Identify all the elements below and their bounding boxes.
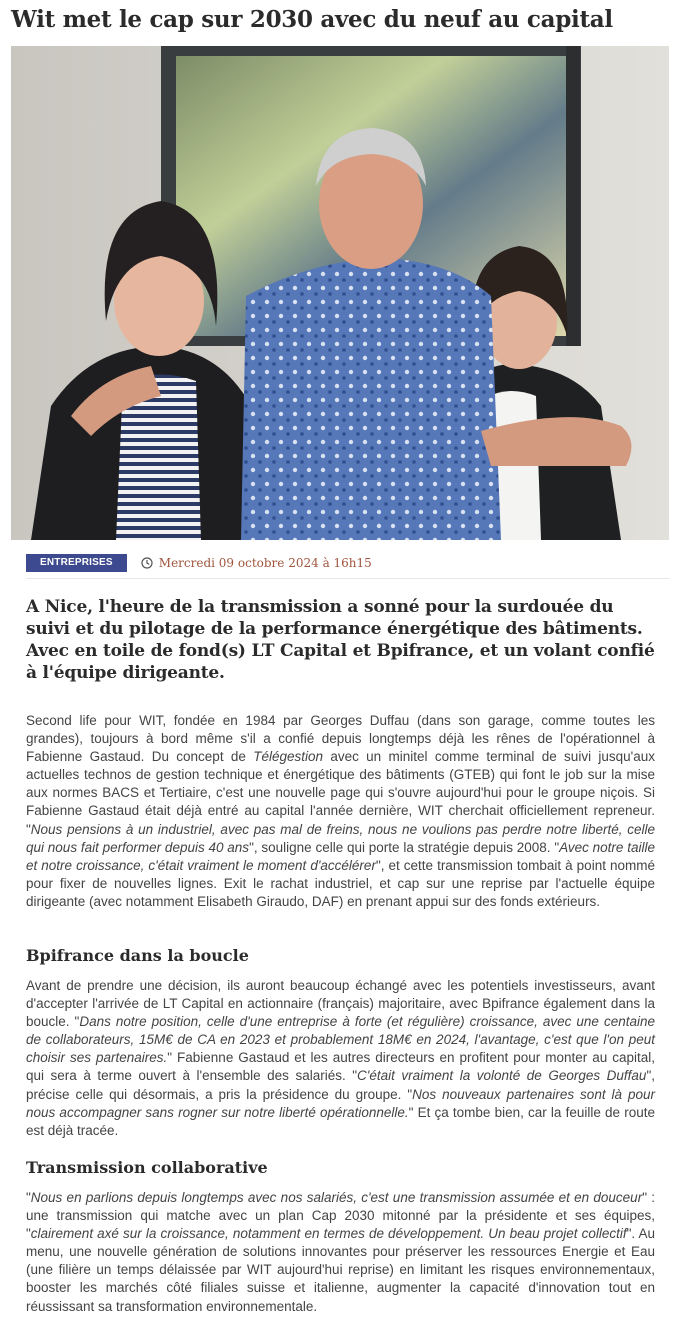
publish-date: Mercredi 09 octobre 2024 à 16h15	[158, 556, 372, 570]
text: ", souligne celle qui porte la stratégie depuis 2008. "	[249, 839, 560, 855]
section-heading-transmission: Transmission collaborative	[26, 1158, 268, 1177]
category-badge[interactable]: ENTREPRISES	[26, 554, 127, 572]
clock-icon	[141, 557, 153, 569]
text: " Fabienne Gastaud et les autres directeurs en profitent pour monter au capital, qui sera à terme ouvert à l'ensemble des salariés. "	[26, 1050, 656, 1084]
article-photo	[11, 46, 669, 540]
article-meta	[26, 554, 372, 572]
quote-text: C'était vraiment la volonté de Georges Duffau	[357, 1068, 647, 1084]
section-heading-bpifrance: Bpifrance dans la boucle	[26, 946, 249, 965]
quote-text: Nous pensions à un industriel, avec pas mal de freins, nous ne voulions pas perdre notre liberté, celle qui nous fait performer depuis 40 ans	[26, 821, 655, 855]
quote-text: Avec notre taille et notre croissance, c'était vraiment le moment d'accélérer	[26, 839, 655, 873]
paragraph-3	[26, 1189, 655, 1316]
quote-text: Dans notre position, celle d'une entreprise à forte (et régulière) croissance, avec une centaine de collaborateurs, 15M€ de CA en 2023 et probablement 18M€ en 2024, l'avantage, c'est que l'on peut choisir ses partenaires.	[26, 1014, 655, 1066]
text: Avant de prendre une décision, ils auront beaucoup échangé avec les potentiels investisseurs, avant d'accepter l'arrivée de LT Capital en actionnaire (français) majoritaire, avec Bpifrance également dans la boucle. "	[26, 978, 655, 1030]
photo-illustration	[11, 46, 669, 540]
text: " Et ça tombe bien, car la feuille de route est déjà tracée.	[26, 1104, 655, 1138]
text: " : une transmission qui matche avec un plan Cap 2030 mitonné par la présidente et ses équipes, "	[26, 1190, 655, 1242]
text: ", précise celle qui désormais, a pris la présidence du groupe. "	[26, 1068, 655, 1102]
text: avec un minitel comme terminal de suivi jusqu'aux actuelles technos de gestion technique et énergétique des bâtiments (GTEB) qui font le job sur la mise aux normes BACS et Tertiaire, c'est une nouvelle page qui s'ouvre aujourd'hui pour le groupe niçois. Si Fabienne Gastaud était déjà entré au capital l'année dernière, WIT cherchait officiellement repreneur. "	[26, 749, 655, 837]
text: Second life pour WIT, fondée en 1984 par Georges Duffau (dans son garage, comme toutes les grandes), toujours à bord même s'il a confié depuis longtemps déjà les rênes de l'opérationnel à Fabienne Gastaud. Du concept de	[26, 713, 655, 765]
text: ". Au menu, une nouvelle génération de solutions innovantes pour préserver les ressources Energie et Eau (une filière un temps délaissée par WIT aujourd'hui reprise) en limitant les risques environnementaux, booster les marchés côté filiales suisse et italienne, augmenter la capacité d'innovation tout en réussissant sa transformation environnementale.	[26, 1226, 655, 1314]
paragraph-1	[26, 712, 655, 911]
quote-text: clairement axé sur la croissance, notamment en termes de développement. Un beau projet collectif	[30, 1226, 627, 1242]
paragraph-2	[26, 977, 655, 1140]
text: "	[26, 1190, 31, 1205]
text: ", et cette transmission tombait à point nommé pour fixer de nouvelles lignes. Exit le rachat industriel, et cap sur une reprise par l'actuelle équipe dirigeante (avec notamment Elisabeth Giraudo, DAF) en prenant appui sur des fonds extérieurs.	[26, 857, 655, 909]
article-lead: A Nice, l'heure de la transmission a sonné pour la surdouée du suivi et du pilotage de la performance énergétique des bâtiments. Avec en toile de fond(s) LT Capital et Bpifrance, et un volant confié à l'équipe dirigeante.	[26, 597, 655, 683]
italic-text: Télégestion	[253, 749, 324, 765]
quote-text: Nous en parlions depuis longtemps avec nos salariés, c'est une transmission assumée et en douceur	[30, 1190, 643, 1205]
article-title: Wit met le cap sur 2030 avec du neuf au capital	[11, 6, 613, 33]
quote-text: Nos nouveaux partenaires sont là pour nous accompagner sans rogner sur notre liberté opérationnelle.	[26, 1086, 655, 1120]
divider	[26, 578, 669, 579]
